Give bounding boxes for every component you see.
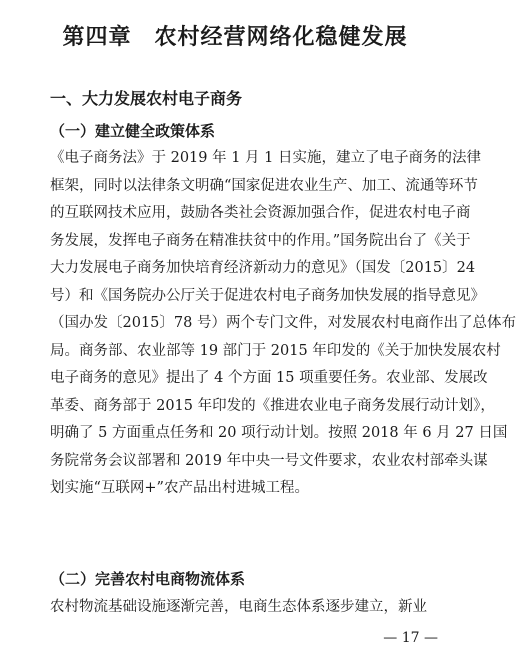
paragraph-line: 务院常务会议部署和 2019 年中央一号文件要求，农业农村部牵头谋 (50, 452, 488, 469)
paragraph-line: 号）和《国务院办公厅关于促进农村电子商务加快发展的指导意见》 (50, 287, 485, 304)
paragraph-line: 划实施“互联网+”农产品出村进城工程。 (50, 480, 309, 496)
section-heading: 一、大力发展农村电子商务 (50, 89, 243, 108)
paragraph-1 (50, 145, 516, 503)
paragraph-line: 局。商务部、农业部等 19 部门于 2015 年印发的《关于加快发展农村 (50, 342, 501, 359)
page-number: — 17 — (383, 630, 438, 646)
paragraph-line: 务发展，发挥电子商务在精准扶贫中的作用。”国务院出台了《关于 (50, 232, 471, 249)
paragraph-line: 框架，同时以法律条文明确“国家促进农业生产、加工、流通等环节 (50, 177, 478, 194)
paragraph-2: 农村物流基础设施逐渐完善，电商生态体系逐步建立，新业 (50, 599, 427, 615)
paragraph-line: 革委、商务部于 2015 年印发的《推进农业电子商务发展行动计划》， (50, 397, 495, 414)
paragraph-line: 的互联网技术应用，鼓励各类社会资源加强合作，促进农村电子商 (50, 205, 471, 221)
paragraph-line: 明确了 5 方面重点任务和 20 项行动计划。按照 2018 年 6 月 27 日国 (50, 425, 508, 441)
subsection-heading-1: （一）建立健全政策体系 (50, 122, 216, 140)
paragraph-line: 《电子商务法》于 2019 年 1 月 1 日实施，建立了电子商务的法律 (50, 150, 482, 166)
paragraph-line: 电子商务的意见》提出了 4 个方面 15 项重要任务。农业部、发展改 (50, 370, 488, 386)
paragraph-line: 大力发展电子商务加快培育经济新动力的意见》（国发〔2015〕24 (50, 260, 476, 276)
chapter-title: 第四章 农村经营网络化稳健发展 (62, 25, 408, 50)
paragraph-line: （国办发〔2015〕78 号）两个专门文件，对发展农村电商作出了总体布 (50, 315, 516, 331)
subsection-heading-2: （二）完善农村电商物流体系 (50, 570, 246, 588)
